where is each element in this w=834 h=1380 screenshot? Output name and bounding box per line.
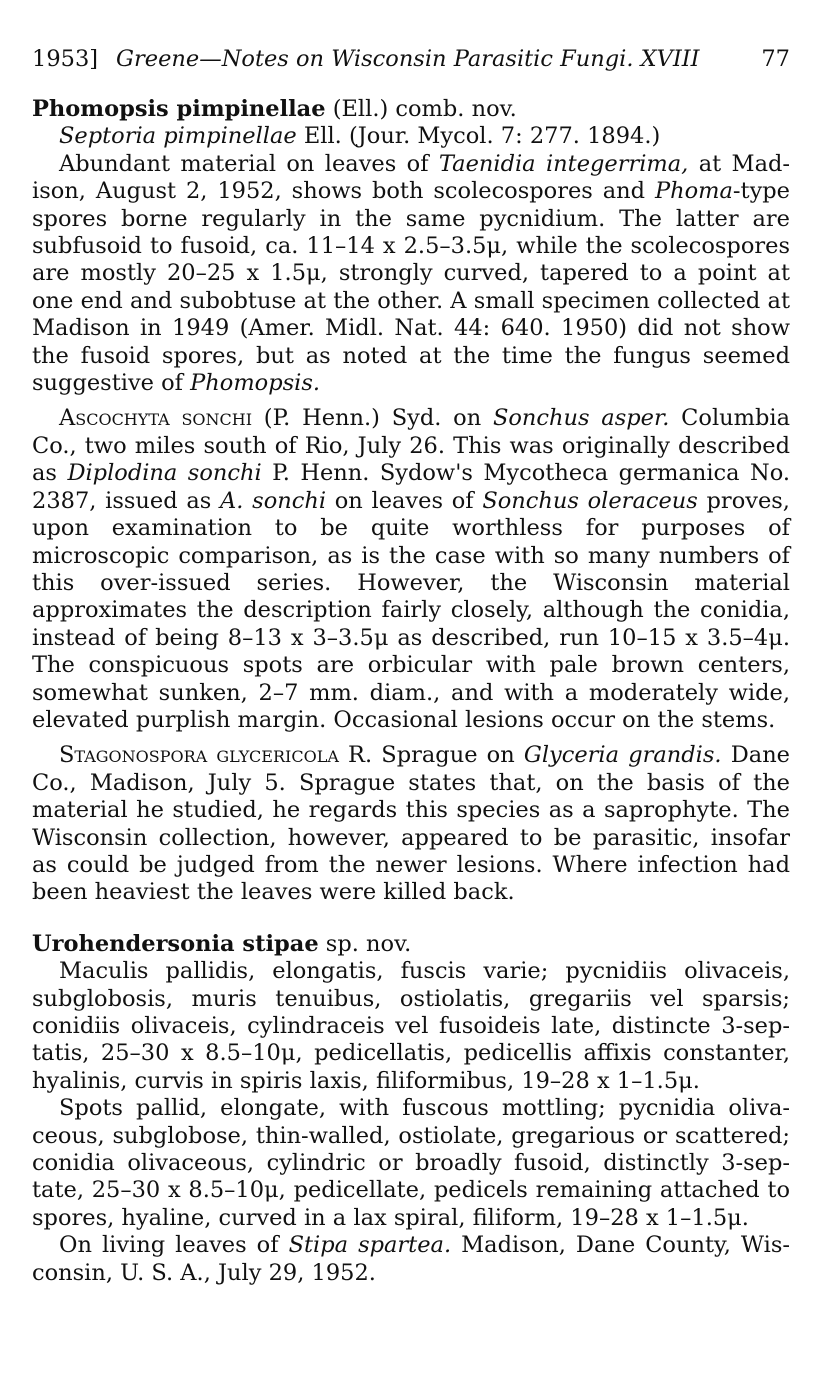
page bbox=[32, 44, 790, 1287]
entry-heading-phomopsis bbox=[32, 96, 790, 123]
host-name: Glyceria grandis. bbox=[523, 742, 722, 769]
host-name: Sonchus oleraceus bbox=[482, 487, 698, 514]
text-run: Columbia Co., two miles south of Rio, July 26. This was originally described as bbox=[32, 405, 790, 487]
species-author: (Ell.) comb. nov. bbox=[325, 96, 517, 122]
page-number: 77 bbox=[761, 46, 790, 72]
text-run: at Madison, August 2, 1952, shows both scolecospores and bbox=[32, 150, 790, 205]
species-name: Urohendersonia stipae bbox=[32, 930, 319, 957]
text-run: On living leaves of bbox=[59, 1232, 289, 1259]
species-name: Ascochyta sonchi bbox=[59, 405, 253, 432]
synonym-name: Septoria pimpinellae bbox=[59, 123, 297, 150]
text-run: Dane Co., Madison, July 5. Sprague states that, on the basis of the material he studied, he regards this species as a saprophyte. The Wisconsin collection, however, appeared to be parasitic, insofar as could be judged from the newer lesions. Where infection had been heaviest the leaves were killed back. bbox=[32, 742, 791, 906]
latin-diagnosis: Maculis pallidis, elongatis, fuscis varie; pycnidiis olivaceis, subglobosis, muris tenuibus, ostiolatis, gregariis vel sparsis; conidiis olivaceis, cylindraceis vel fusoideis late, distincte 3-septatis, 25–30 x 8.5–10μ, pedicellatis, pedicellis affixis constanter, hyalinis, curvis in spiris laxis, filiformibus, 19–28 x 1–1.5μ. bbox=[32, 958, 790, 1094]
header-year: 1953] bbox=[32, 46, 99, 72]
genus-name: Phomopsis. bbox=[190, 370, 321, 397]
running-head bbox=[32, 44, 790, 74]
species-name: Diplodina sonchi bbox=[67, 460, 262, 487]
text-run: -type spores borne regularly in the same pycnidium. The latter are subfusoid to fusoid, ca. 11–14 x 2.5–3.5μ, while the scolecospores are mostly 20–25 x 1.5μ, strongly curved, tapered to a point at one end and subobtuse at the other. A small specimen collected at Madison in 1949 (Amer. Midl. Nat. 44: 640. 1950) did not show the fusoid spores, but as noted at the time the fungus seemed suggestive of bbox=[32, 178, 790, 397]
species-name: Stagonospora glycericola bbox=[59, 742, 339, 769]
text-run: Madison, Dane County, Wisconsin, U. S. A., July 29, 1952. bbox=[32, 1232, 790, 1286]
paragraph-stagonospora bbox=[32, 742, 790, 906]
species-status: sp. nov. bbox=[318, 930, 412, 957]
text-run: on leaves of bbox=[326, 487, 483, 514]
synonym-reference: Ell. (Jour. Mycol. 7: 277. 1894.) bbox=[296, 123, 661, 150]
host-name: Taenidia integerrima, bbox=[438, 150, 689, 177]
host-name: Stipa spartea. bbox=[288, 1232, 452, 1259]
paragraph-phomopsis bbox=[32, 151, 790, 398]
host-name: Sonchus asper. bbox=[492, 405, 670, 432]
text-run: proves, upon examination to be quite worthless for purposes of microscopic comparison, as is the case with so many numbers of this over-issued series. However, the Wisconsin material approximates the description fairly closely, although the conidia, instead of being 8–13 x 3–3.5μ as described, run 10–15 x 3.5–4μ. The conspicuous spots are orbicular with pale brown centers, somewhat sunken, 2–7 mm. diam., and with a moderately wide, elevated purplish margin. Occasional lesions occur on the stems. bbox=[32, 487, 790, 733]
text-run: (P. Henn.) Syd. on bbox=[252, 405, 493, 432]
entry-heading-urohendersonia bbox=[32, 931, 790, 958]
species-name: A. sonchi bbox=[220, 487, 327, 514]
text-run: R. Sprague on bbox=[338, 742, 524, 769]
text-run: P. Henn. Sydow's Mycotheca germanica No. 2387, issued as bbox=[32, 460, 790, 514]
synonym-line bbox=[32, 123, 790, 150]
text-run: Abundant material on leaves of bbox=[59, 150, 439, 177]
specimen-locality bbox=[32, 1232, 790, 1287]
english-description: Spots pallid, elongate, with fuscous mottling; pycnidia olivaceous, subglobose, thin-walled, ostiolate, gregarious or scattered; conidia olivaceous, cylindric or broadly fusoid, distinctly 3-septate, 25–30 x 8.5–10μ, pedicellate, pedicels remaining attached to spores, hyaline, curved in a lax spiral, filiform, 19–28 x 1–1.5μ. bbox=[32, 1095, 790, 1231]
header-title: Greene—Notes on Wisconsin Parasitic Fungi. XVIII bbox=[116, 46, 700, 72]
genus-name: Phoma bbox=[654, 178, 733, 205]
species-name: Phomopsis pimpinellae bbox=[32, 96, 326, 122]
paragraph-ascochyta bbox=[32, 405, 790, 734]
